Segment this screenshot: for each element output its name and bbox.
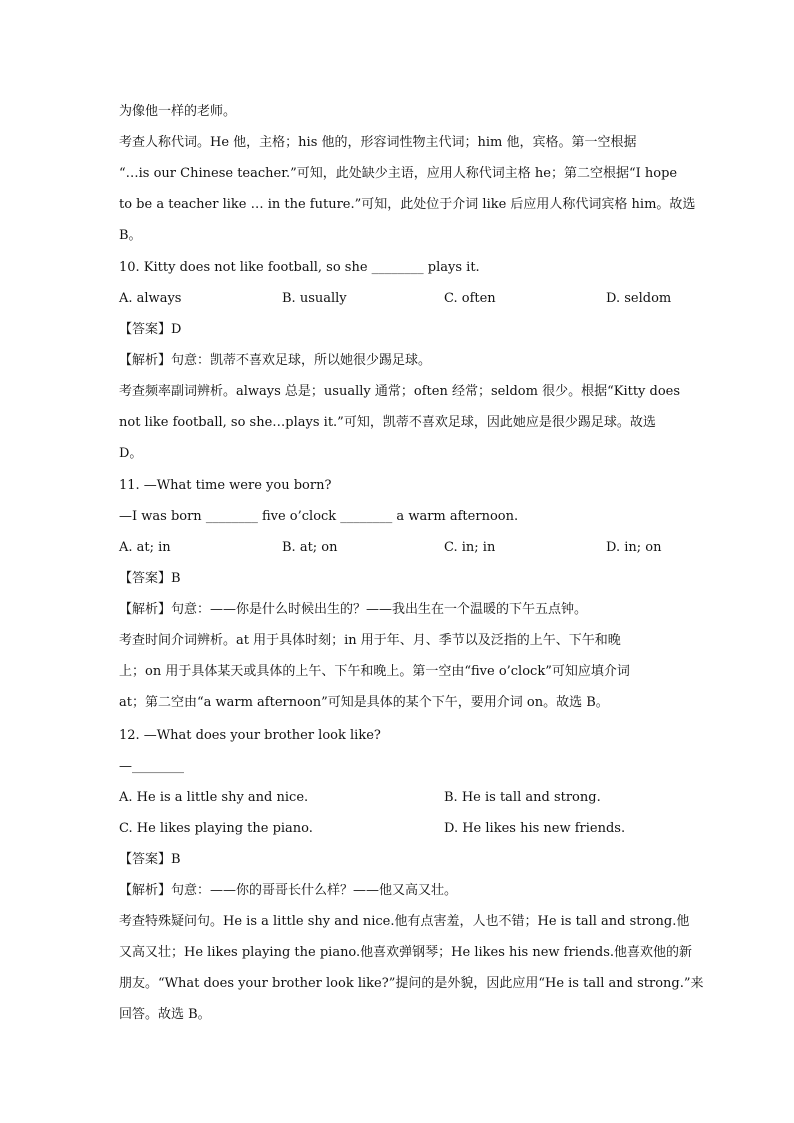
option-c: C. often (444, 291, 496, 306)
explanation-line: 回答。故选 B。 (119, 1007, 211, 1022)
text-line: 考查人称代词。He 他，主格；his 他的，形容词性物主代词；him 他，宾格。第一空根据 (119, 135, 637, 150)
text-line: to be a teacher like … in the future.”可知，此处位于介词 like 后应用人称代词宾格 him。故选 (119, 197, 696, 212)
option-d: D. in; on (606, 540, 662, 555)
question-12-line2: —________ (119, 759, 184, 774)
question-11: 11. —What time were you born? (119, 478, 332, 493)
option-d: D. seldom (606, 291, 672, 306)
explanation-line: 考查特殊疑问句。He is a little shy and nice.他有点害羞，人也不错；He is tall and strong.他 (119, 914, 690, 929)
option-a: A. always (119, 291, 182, 306)
answer-label: 【答案】D (119, 322, 182, 337)
text-line: B。 (119, 228, 142, 243)
question-11-line2: —I was born ________ five o’clock ________ a warm afternoon. (119, 509, 519, 524)
explanation-line: D。 (119, 446, 143, 461)
answer-label: 【答案】B (119, 571, 181, 586)
text-line: “…is our Chinese teacher.”可知，此处缺少主语，应用人称代词主格 he；第二空根据“I hope (119, 166, 678, 181)
explanation-line: at；第二空由“a warm afternoon”可知是具体的某个下午，要用介词 on。故选 B。 (119, 695, 609, 710)
explanation-line: 朋友。“What does your brother look like?”提问的是外貌，因此应用“He is tall and strong.”来 (119, 976, 704, 991)
question-10: 10. Kitty does not like football, so she ________ plays it. (119, 260, 480, 275)
option-c: C. in; in (444, 540, 496, 555)
answer-label: 【答案】B (119, 852, 181, 867)
option-c: C. He likes playing the piano. (119, 821, 313, 836)
explanation-line: 【解析】句意：——你是什么时候出生的？——我出生在一个温暖的下午五点钟。 (119, 602, 588, 617)
option-a: A. He is a little shy and nice. (119, 790, 309, 805)
question-12: 12. —What does your brother look like? (119, 728, 381, 743)
option-d: D. He likes his new friends. (444, 821, 626, 836)
explanation-line: 考查时间介词辨析。at 用于具体时刻；in 用于年、月、季节以及泛指的上午、下午和晚 (119, 633, 621, 648)
explanation-line: 【解析】句意：凯蒂不喜欢足球，所以她很少踢足球。 (119, 353, 432, 368)
explanation-line: 【解析】句意：——你的哥哥长什么样？——他又高又壮。 (119, 883, 458, 898)
explanation-line: 考查频率副词辨析。always 总是；usually 通常；often 经常；seldom 很少。根据“Kitty does (119, 384, 681, 399)
option-b: B. at; on (282, 540, 338, 555)
option-b: B. usually (282, 291, 347, 306)
option-a: A. at; in (119, 540, 171, 555)
option-b: B. He is tall and strong. (444, 790, 601, 805)
explanation-line: 上；on 用于具体某天或具体的上午、下午和晚上。第一空由“five o’clock”可知应填介词 (119, 664, 630, 679)
text-line: 为像他一样的老师。 (119, 104, 237, 119)
explanation-line: 又高又壮；He likes playing the piano.他喜欢弹钢琴；He likes his new friends.他喜欢他的新 (119, 945, 693, 960)
explanation-line: not like football, so she…plays it.”可知，凯蒂不喜欢足球，因此她应是很少踢足球。故选 (119, 415, 656, 430)
